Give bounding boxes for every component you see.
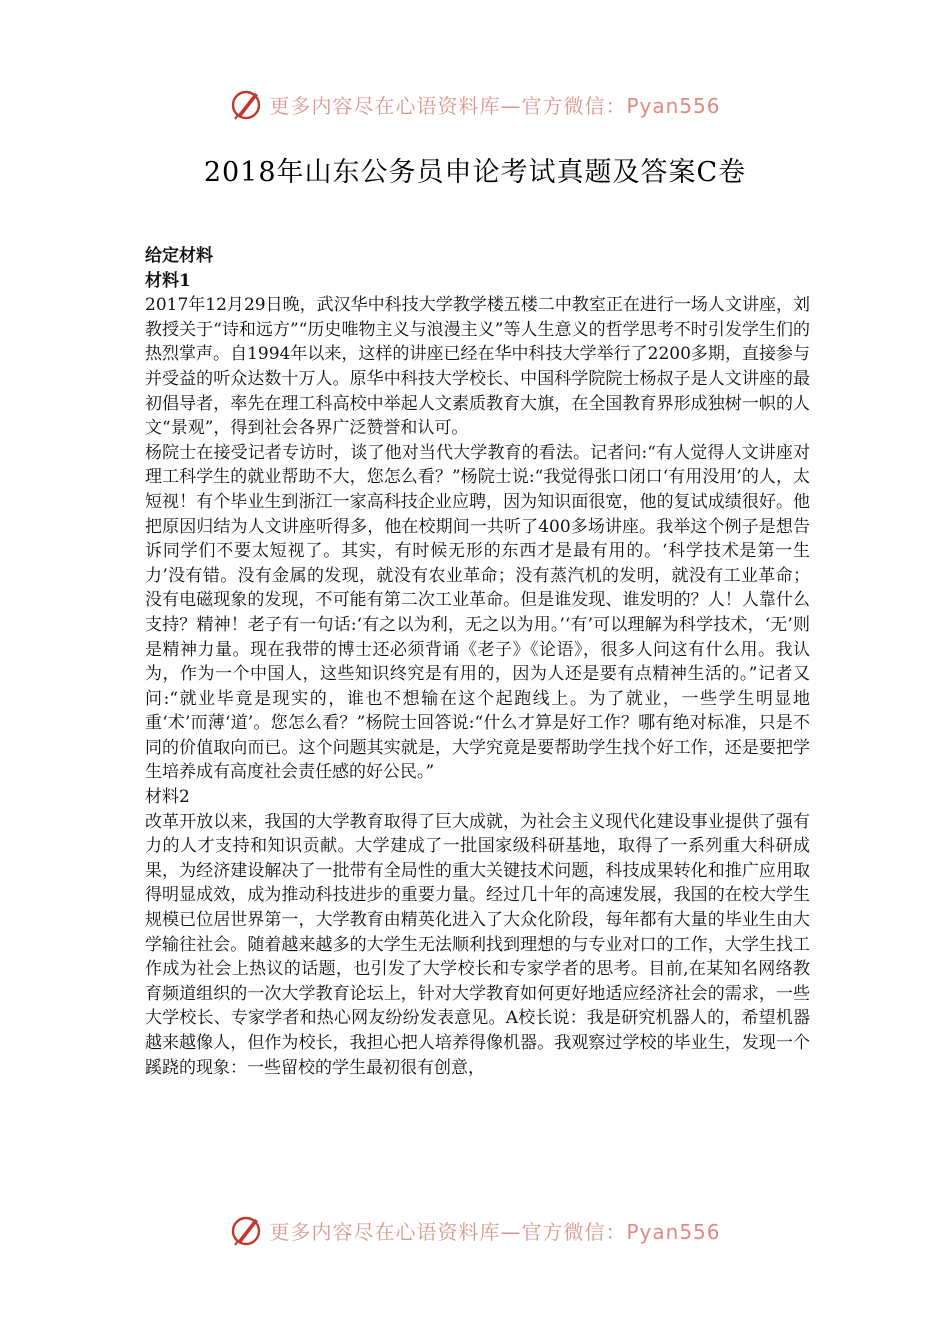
quill-logo-icon [229, 1212, 265, 1248]
quill-logo-icon [229, 86, 265, 122]
material-1-paragraph-2: 杨院士在接受记者专访时，谈了他对当代大学教育的看法。记者问:“有人觉得人文讲座对理工科学生的就业帮助不大，您怎么看？”杨院士说:“我觉得张口闭口‘有用没用’的人，太短视！有个毕业生到浙江一家高科技企业应聘，因为知识面很宽，他的复试成绩很好。他把原因归结为人文讲座听得多，他在校期间一共听了400多场讲座。我举这个例子是想告诉同学们不要太短视了。其实，有时候无形的东西才是最有用的。‘科学技术是第一生力’没有错。没有金属的发现，就没有农业革命；没有蒸汽机的发明，就没有工业革命；没有电磁现象的发现，不可能有第二次工业革命。但是谁发现、谁发明的？人！人靠什么支持？精神！老子有一句话:‘有之以为利，无之以为用。’‘有’可以理解为科学技术，‘无’则是精神力量。现在我带的博士还必须背诵《老子》《论语》，很多人问这有什么用。我认为，作为一个中国人，这些知识终究是有用的，因为人还是要有点精神生活的。”记者又问:“就业毕竟是现实的，谁也不想输在这个起跑线上。为了就业，一些学生明显地重‘术’而薄‘道’。您怎么看？”杨院士回答说:“什么才算是好工作？哪有绝对标准，只是不同的价值取向而已。这个问题其实就是，大学究竟是要帮助学生找个好工作，还是要把学生培养成有高度社会责任感的好公民。” [145, 442, 810, 783]
footer-banner [0, 1210, 950, 1250]
header-banner [0, 84, 950, 124]
material-1-paragraph-1: 2017年12月29日晚，武汉华中科技大学教学楼五楼二中教室正在进行一场人文讲座，刘教授关于“诗和远方”“历史唯物主义与浪漫主义”等人生意义的哲学思考不时引发学生们的热烈掌声。自1994年以来，这样的讲座已经在华中科技大学举行了2200多期，直接参与并受益的听众达数十万人。原华中科技大学校长、中国科学院院士杨叔子是人文讲座的最初倡导者，率先在理工科高校中举起人文素质教育大旗，在全国教育界形成独树一帜的人文“景观”，得到社会各界广泛赞誉和认可。 [145, 295, 810, 439]
document-title: 2018年山东公务员申论考试真题及答案C卷 [203, 157, 747, 188]
wechat-id: Pyan556 [626, 93, 721, 118]
banner-text: 更多内容尽在心语资料库—官方微信：Pyan556 [269, 93, 721, 118]
banner-text: 更多内容尽在心语资料库—官方微信：Pyan556 [269, 1219, 721, 1244]
section-heading: 给定材料 [145, 246, 213, 266]
wechat-id: Pyan556 [626, 1219, 721, 1244]
material-2-heading: 材料2 [145, 787, 190, 808]
document-body [145, 244, 810, 1080]
material-2-paragraph-1: 改革开放以来，我国的大学教育取得了巨大成就，为社会主义现代化建设事业提供了强有力的人才支持和知识贡献。大学建成了一批国家级科研基地，取得了一系列重大科研成果，为经济建设解决了一批带有全局性的重大关键技术问题，科技成果转化和推广应用取得明显成效，成为推动科技进步的重要力量。经过几十年的高速发展，我国的在校大学生规模已位居世界第一，大学教育由精英化进入了大众化阶段，每年都有大量的毕业生由大学输往社会。随着越来越多的大学生无法顺利找到理想的与专业对口的工作，大学生找工作成为社会上热议的话题，也引发了大学校长和专家学者的思考。目前,在某知名网络教育频道组织的一次大学教育论坛上，针对大学教育如何更好地适应经济社会的需求，一些大学校长、专家学者和热心网友纷纷发表意见。A校长说：我是研究机器人的，希望机器越来越像人，但作为校长，我担心把人培养得像机器。我观察过学校的毕业生，发现一个蹊跷的现象：一些留校的学生最初很有创意， [145, 811, 810, 1078]
material-1-heading: 材料1 [145, 270, 191, 291]
